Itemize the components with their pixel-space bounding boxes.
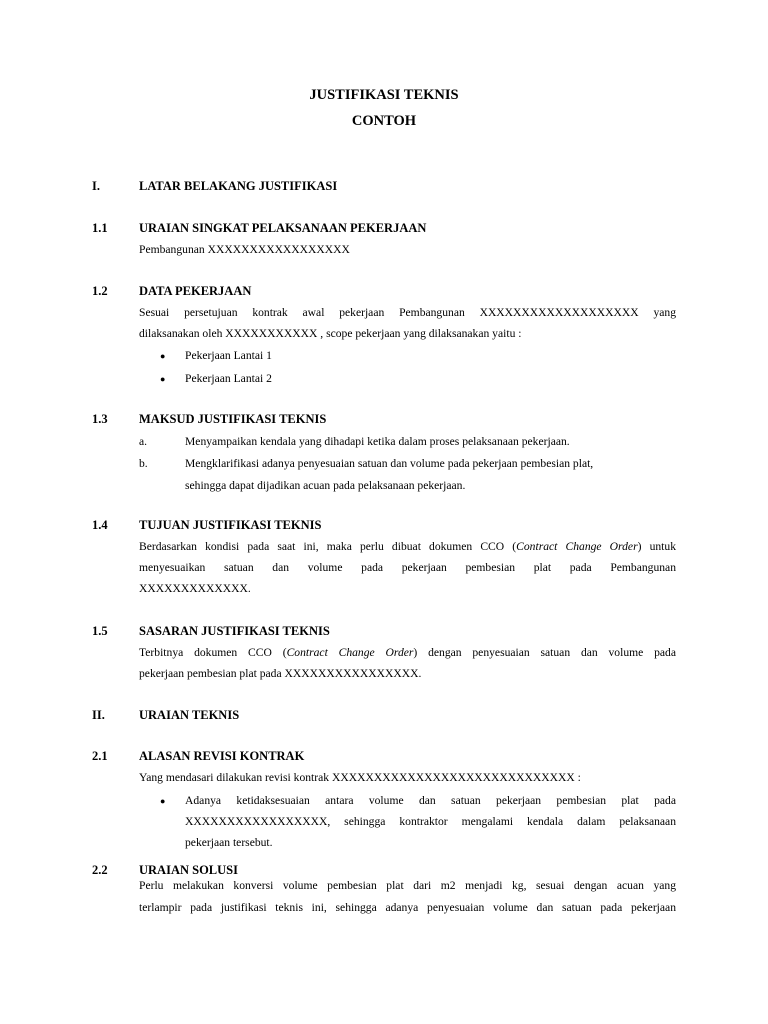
list-label: b. <box>139 457 148 470</box>
section-heading: LATAR BELAKANG JUSTIFIKASI <box>139 179 338 193</box>
bullet-icon: ● <box>160 351 166 361</box>
list-item: Menyampaikan kendala yang dihadapi ketika dalam proses pelaksanaan pekerjaan. <box>185 435 570 448</box>
paragraph-line: Sesuai persetujuan kontrak awal pekerjaan Pembangunan XXXXXXXXXXXXXXXXXXX yang <box>139 306 676 319</box>
list-item-continuation: XXXXXXXXXXXXXXXXX, sehingga kontraktor mengalami kendala dalam pelaksanaan <box>185 815 676 828</box>
emphasis-term: Contract Change Order <box>286 646 414 659</box>
section-number: I. <box>92 179 100 193</box>
subsection-heading: URAIAN SOLUSI <box>139 863 238 877</box>
document-title: JUSTIFIKASI TEKNIS <box>309 87 459 103</box>
list-item: Pekerjaan Lantai 2 <box>185 372 272 385</box>
list-label: a. <box>139 435 148 448</box>
bullet-icon: ● <box>160 796 166 806</box>
subsection-number: 1.5 <box>92 624 108 638</box>
subsection-number: 2.1 <box>92 749 108 763</box>
paragraph-line: dilaksanakan oleh XXXXXXXXXXX , scope pekerjaan yang dilaksanakan yaitu : <box>139 327 522 340</box>
list-item-continuation: sehingga dapat dijadikan acuan pada pelaksanaan pekerjaan. <box>185 479 466 492</box>
paragraph-line: Pembangunan XXXXXXXXXXXXXXXXX <box>139 243 350 256</box>
paragraph-line: Berdasarkan kondisi pada saat ini, maka perlu dibuat dokumen CCO (Contract Change Order) untuk <box>139 540 676 553</box>
paragraph-line: terlampir pada justifikasi teknis ini, sehingga adanya penyesuaian volume dan satuan pada pekerjaan <box>139 901 676 914</box>
subsection-number: 1.1 <box>92 221 108 235</box>
subsection-heading: ALASAN REVISI KONTRAK <box>139 749 305 763</box>
paragraph-line: menyesuaikan satuan dan volume pada pekerjaan pembesian plat pada Pembangunan <box>139 561 676 574</box>
subsection-number: 1.4 <box>92 518 108 532</box>
subsection-heading: SASARAN JUSTIFIKASI TEKNIS <box>139 624 330 638</box>
paragraph-line: Terbitnya dokumen CCO (Contract Change Order) dengan penyesuaian satuan dan volume pada <box>139 646 676 659</box>
list-item: Pekerjaan Lantai 1 <box>185 349 272 362</box>
subsection-heading: DATA PEKERJAAN <box>139 284 252 298</box>
list-item-continuation: pekerjaan tersebut. <box>185 836 273 849</box>
subsection-heading: TUJUAN JUSTIFIKASI TEKNIS <box>139 518 322 532</box>
paragraph-line: Yang mendasari dilakukan revisi kontrak XXXXXXXXXXXXXXXXXXXXXXXXXXXXX : <box>139 771 581 784</box>
subsection-heading: MAKSUD JUSTIFIKASI TEKNIS <box>139 412 327 426</box>
section-number: II. <box>92 708 105 722</box>
paragraph-line: XXXXXXXXXXXXX. <box>139 582 251 595</box>
subsection-number: 1.3 <box>92 412 108 426</box>
subsection-number: 1.2 <box>92 284 108 298</box>
list-item: Mengklarifikasi adanya penyesuaian satuan dan volume pada pekerjaan pembesian plat, <box>185 457 594 470</box>
document-subtitle: CONTOH <box>351 113 417 129</box>
paragraph-line: pekerjaan pembesian plat pada XXXXXXXXXXXXXXXX. <box>139 667 422 680</box>
paragraph-line: Perlu melakukan konversi volume pembesian plat dari m2 menjadi kg, sesuai dengan acuan yang <box>139 879 676 892</box>
subsection-number: 2.2 <box>92 863 108 877</box>
section-heading: URAIAN TEKNIS <box>139 708 240 722</box>
bullet-icon: ● <box>160 374 166 384</box>
emphasis-term: Contract Change Order <box>516 540 638 553</box>
list-item: Adanya ketidaksesuaian antara volume dan satuan pekerjaan pembesian plat pada <box>185 794 676 807</box>
subsection-heading: URAIAN SINGKAT PELAKSANAAN PEKERJAAN <box>139 221 427 235</box>
